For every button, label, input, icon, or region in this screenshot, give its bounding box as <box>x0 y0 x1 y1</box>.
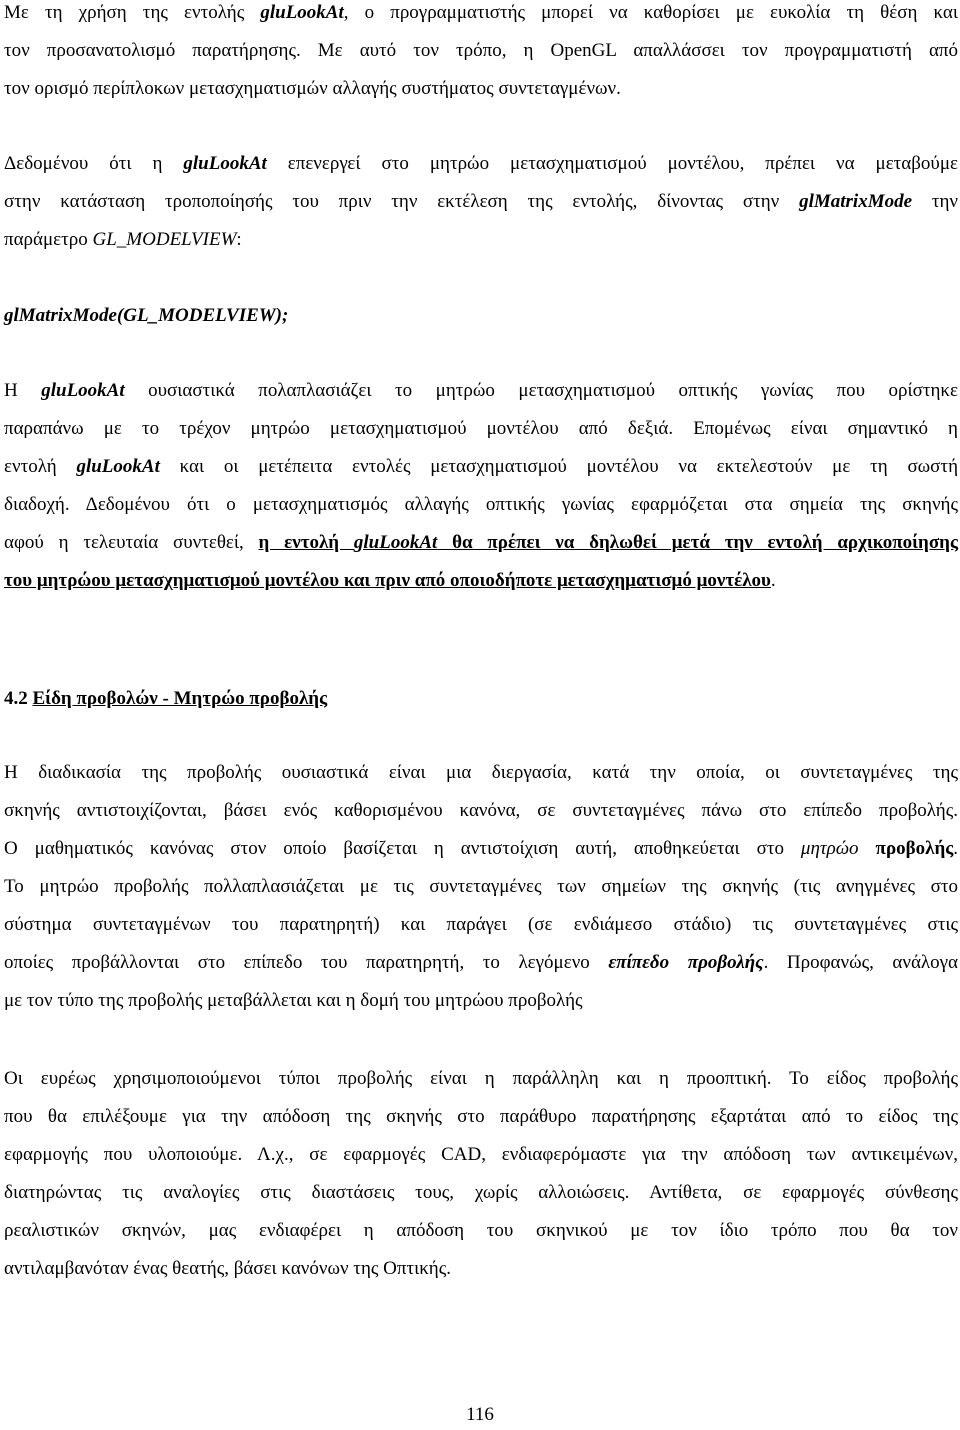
text-line <box>4 1250 958 1288</box>
text-run: και οι μετέπειτα εντολές μετασχηματισμού μοντέλου να εκτελεστούν με τη σωστή <box>159 456 959 477</box>
text-run: glMatrixMode(GL_MODELVIEW); <box>4 305 289 326</box>
text-line <box>4 1174 958 1212</box>
text-run: τον προσανατολισμό παρατήρησης. Με αυτό τον τρόπο, η OpenGL απαλλάσσει τον προγραμματιστή από <box>4 40 958 61</box>
text-run: ουσιαστικά πολαπλασιάζει το μητρώο μετασχηματισμού οπτικής γωνίας που ορίστηκε <box>124 380 958 401</box>
text-line <box>4 221 958 259</box>
text-line <box>4 754 958 792</box>
text-line <box>4 1212 958 1250</box>
text-line <box>4 32 958 70</box>
text-line <box>4 982 958 1020</box>
text-run: που θα επιλέξουμε για την απόδοση της σκηνής στο παράθυρο παρατήρησης εξαρτάται από το είδος της <box>4 1106 958 1127</box>
text-line <box>4 410 958 448</box>
paragraph-matrix-order <box>4 372 958 600</box>
text-run: . <box>770 570 776 591</box>
text-run: 4.2 <box>4 688 33 709</box>
text-run: , ο προγραμματιστής μπορεί να καθορίσει με ευκολία τη θέση και <box>343 2 958 23</box>
text-line <box>4 486 958 524</box>
text-line <box>4 1060 958 1098</box>
text-line <box>4 70 958 108</box>
paragraph-projection-process <box>4 754 958 1020</box>
text-line <box>4 1098 958 1136</box>
text-line <box>4 372 958 410</box>
paragraph-modelview-mode <box>4 145 958 259</box>
text-line <box>4 448 958 486</box>
text-run: gluLookAt <box>41 380 125 401</box>
text-run: προβολής <box>875 838 954 859</box>
text-run: με τον τύπο της προβολής μεταβάλλεται και η δομή του μητρώου προβολής <box>4 990 583 1011</box>
text-line <box>4 830 958 868</box>
text-line <box>4 524 958 562</box>
text-line <box>4 145 958 183</box>
text-run: GL_MODELVIEW <box>92 229 237 250</box>
text-run: . <box>953 838 959 859</box>
text-run: : <box>236 229 242 250</box>
text-run: διατηρώντας τις αναλογίες στις διαστάσεις τους, χωρίς αλλοιώσεις. Αντίθετα, σε εφαρμογές σύνθεσης <box>4 1182 958 1203</box>
text-run: . Προφανώς, ανάλογα <box>763 952 958 973</box>
text-run: μητρώο <box>800 838 859 859</box>
text-run: Ο μαθηματικός κανόνας στον οποίο βασίζεται η αντιστοίχιση αυτή, αποθηκεύεται στο <box>4 838 801 859</box>
text-run: Το μητρώο προβολής πολλαπλασιάζεται με τις συντεταγμένες των σημείων της σκηνής (τις ανηγμένες στο <box>4 876 958 897</box>
text-run: Δεδομένου ότι η <box>4 153 184 174</box>
text-run: παράμετρο <box>4 229 93 250</box>
text-run: αφού η τελευταία συντεθεί, <box>4 532 259 553</box>
text-run: διαδοχή. Δεδομένου ότι ο μετασχηματισμός αλλαγής οπτικής γωνίας εφαρμόζεται στα σημεία της σκηνής <box>4 494 958 515</box>
text-run: παραπάνω με το τρέχον μητρώο μετασχηματισμού μοντέλου από δεξιά. Επομένως είναι σημαντικό η <box>4 418 958 439</box>
text-line <box>4 944 958 982</box>
text-run: τον ορισμό περίπλοκων μετασχηματισμών αλλαγής συστήματος συντεταγμένων. <box>4 78 621 99</box>
paragraph-glulookat-intro <box>4 0 958 108</box>
text-run: αντιλαμβανόταν ένας θεατής, βάσει κανόνων της Οπτικής. <box>4 1258 452 1279</box>
heading-text <box>4 688 327 709</box>
text-run: Η διαδικασία της προβολής ουσιαστικά είναι μια διεργασία, κατά την οποία, οι συντεταγμένες της <box>4 762 958 783</box>
code-text <box>4 297 958 335</box>
text-line <box>4 906 958 944</box>
text-run <box>859 838 876 859</box>
text-line <box>4 562 958 600</box>
text-run: η εντολή <box>258 532 354 553</box>
text-run: εφαρμογής που υλοποιούμε. Λ.χ., σε εφαρμογές CAD, ενδιαφερόμαστε για την απόδοση των αντικειμένων, <box>4 1144 958 1165</box>
code-line-glmatrixmode <box>4 297 958 335</box>
text-run: gluLookAt <box>183 153 267 174</box>
text-run: Οι ευρέως χρησιμοποιούμενοι τύποι προβολής είναι η παράλληλη και η προοπτική. Το είδος προβολής <box>4 1068 958 1089</box>
text-run: επίπεδο προβολής <box>608 952 764 973</box>
text-run: σύστημα συντεταγμένων του παρατηρητή) και παράγει (σε ενδιάμεσο στάδιο) τις συντεταγμένες στις <box>4 914 958 935</box>
text-run: ρεαλιστικών σκηνών, μας ενδιαφέρει η απόδοση του σκηνικού με τον ίδιο τρόπο που θα τον <box>4 1220 958 1241</box>
text-run: επενεργεί στο μητρώο μετασχηματισμού μοντέλου, πρέπει να μεταβούμε <box>266 153 959 174</box>
text-run: στην κατάσταση τροποποίησής του πριν την εκτέλεση της εντολής, δίνοντας στην <box>4 191 800 212</box>
text-run: Με τη χρήση της εντολής <box>4 2 261 23</box>
page-number: 116 <box>466 1404 494 1425</box>
text-run: gluLookAt <box>353 532 438 553</box>
paragraph-projection-types <box>4 1060 958 1288</box>
text-run: οποίες προβάλλονται στο επίπεδο του παρατηρητή, το λεγόμενο <box>4 952 609 973</box>
text-line <box>4 0 958 32</box>
text-line <box>4 868 958 906</box>
text-run: gluLookAt <box>260 2 344 23</box>
text-run: σκηνής αντιστοιχίζονται, βάσει ενός καθορισμένου κανόνα, σε συντεταγμένες πάνω στο επίπεδο προβολής. <box>4 800 958 821</box>
text-run: θα πρέπει να δηλωθεί μετά την εντολή αρχικοποίησης <box>437 532 958 553</box>
text-run: Η <box>4 380 42 401</box>
text-line <box>4 183 958 221</box>
text-line <box>4 1136 958 1174</box>
text-run: εντολή <box>4 456 77 477</box>
section-heading <box>4 680 327 718</box>
text-run: Είδη προβολών - Μητρώο προβολής <box>32 688 328 709</box>
text-run: την <box>912 191 958 212</box>
text-line <box>4 792 958 830</box>
text-run: του μητρώου μετασχηματισμού μοντέλου και πριν από οποιοδήποτε μετασχηματισμό μοντέλου <box>4 570 771 591</box>
text-run: gluLookAt <box>76 456 160 477</box>
text-run: glMatrixMode <box>799 191 913 212</box>
